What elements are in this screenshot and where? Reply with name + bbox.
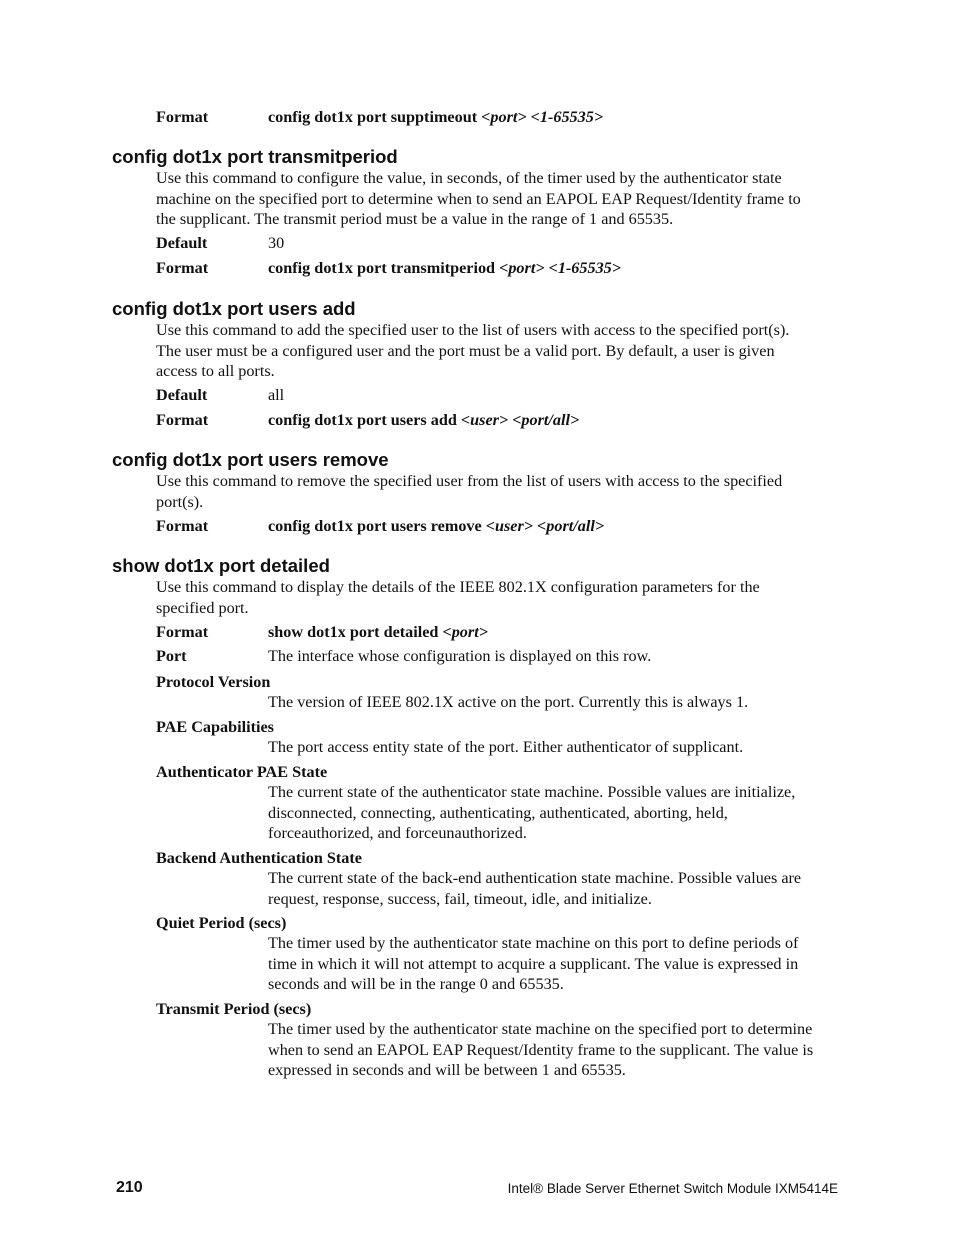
field-description: The current state of the authenticator state machine. Possible values are initialize, disconnected, connecting, authenticating, authenticated, aborting, held, forceauthorized, and forceunauthorized. <box>268 783 796 842</box>
port-description: The interface whose configuration is displayed on this row. <box>268 647 652 665</box>
format-command: config dot1x port users remove <user> <port/all> <box>268 517 605 535</box>
port-label: Port <box>156 647 187 665</box>
field-label: Transmit Period (secs) <box>156 1000 312 1018</box>
format-label: Format <box>156 517 209 535</box>
format-label: Format <box>156 411 209 429</box>
format-command: show dot1x port detailed <port> <box>268 623 488 641</box>
field-label: Quiet Period (secs) <box>156 914 287 932</box>
field-label: Backend Authentication State <box>156 849 362 867</box>
field-label: PAE Capabilities <box>156 718 274 736</box>
format-label: Format <box>156 259 209 277</box>
field-description: The port access entity state of the port. Either authenticator of supplicant. <box>268 738 744 756</box>
default-value: all <box>268 386 285 404</box>
format-label: Format <box>156 108 209 126</box>
section-description: Use this command to remove the specified user from the list of users with access to the specified port(s). <box>156 472 783 511</box>
format-label: Format <box>156 623 209 641</box>
field-label: Authenticator PAE State <box>156 763 328 781</box>
page-number: 210 <box>116 1179 143 1196</box>
section-heading: show dot1x port detailed <box>112 555 330 576</box>
field-label: Protocol Version <box>156 673 271 691</box>
document-title: Intel® Blade Server Ethernet Switch Module IXM5414E <box>507 1181 838 1196</box>
section-description: Use this command to add the specified user to the list of users with access to the specified port(s). The user must be a configured user and the port must be a valid port. By default, a user is given access to all ports. <box>156 321 790 380</box>
format-command: config dot1x port supptimeout <port> <1-65535> <box>268 108 604 126</box>
field-description: The timer used by the authenticator state machine on the specified port to determine when to send an EAPOL EAP Request/Identity frame to the supplicant. The value is expressed in seconds and will be between 1 and 65535. <box>268 1020 814 1079</box>
field-description: The version of IEEE 802.1X active on the port. Currently this is always 1. <box>268 693 749 711</box>
default-label: Default <box>156 386 208 404</box>
format-command: config dot1x port users add <user> <port/all> <box>268 411 580 429</box>
field-description: The current state of the back-end authentication state machine. Possible values are request, response, success, fail, timeout, idle, and initialize. <box>268 869 802 908</box>
default-value: 30 <box>268 234 285 252</box>
section-heading: config dot1x port users remove <box>112 449 389 470</box>
default-label: Default <box>156 234 208 252</box>
section-description: Use this command to configure the value, in seconds, of the timer used by the authenticator state machine on the specified port to determine when to send an EAPOL EAP Request/Identity frame to the supplicant. The transmit period must be a value in the range of 1 and 65535. <box>156 169 801 228</box>
section-description: Use this command to display the details of the IEEE 802.1X configuration parameters for the specified port. <box>156 578 760 617</box>
format-command: config dot1x port transmitperiod <port> <1-65535> <box>268 259 621 277</box>
section-heading: config dot1x port transmitperiod <box>112 146 398 167</box>
field-description: The timer used by the authenticator state machine on this port to define periods of time in which it will not attempt to acquire a supplicant. The value is expressed in seconds and will be in the range 0 and 65535. <box>268 934 799 993</box>
section-heading: config dot1x port users add <box>112 298 356 319</box>
